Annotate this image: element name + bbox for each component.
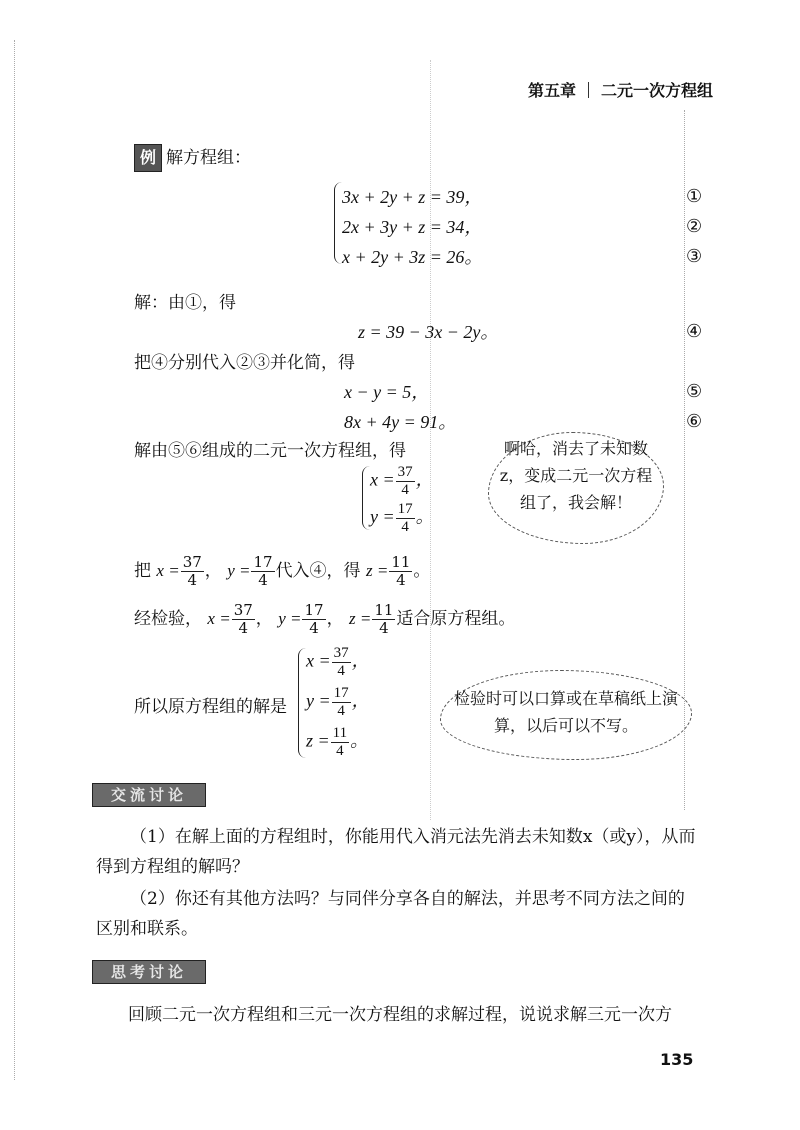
section-label-discussion: 交流讨论 — [92, 783, 206, 807]
substitution-line: 把 x = $\frac{37}{4}$ ， y = $\frac{17}{4}$ 代入④，得 z = $\frac{11}{4}$ 。 — [134, 553, 431, 589]
label-5: ⑤ — [686, 381, 703, 402]
example-prompt-text: 解方程组： — [166, 148, 251, 168]
equation-4: z = 39 − 3x − 2y。 — [358, 322, 499, 342]
example-prompt — [134, 143, 251, 172]
y-solution: y = $\frac{17}{4}$ 。 — [370, 501, 434, 535]
check-line: 经检验， x = $\frac{37}{4}$ ， y = $\frac{17}{4}$ ， z = $\frac{11}{4}$ 适合原方程组。 — [134, 601, 516, 637]
review-text: 回顾二元一次方程组和三元一次方程组的求解过程，说说求解三元一次方 — [128, 1005, 672, 1025]
label-6: ⑥ — [686, 411, 703, 432]
chapter-title: 二元一次方程组 — [601, 81, 714, 100]
thought-bubble-1: 啊哈，消去了未知数z，变成二元一次方程组了，我会解！ — [488, 432, 664, 544]
equation-1: 3x + 2y + z = 39， — [342, 187, 483, 207]
question-2: （2）你还有其他方法吗？与同伴分享各自的解法，并思考不同方法之间的区别和联系。 — [96, 889, 685, 939]
equation-5: x − y = 5， — [344, 382, 430, 402]
label-2: ② — [686, 216, 703, 237]
x-solution: x = $\frac{37}{4}$ ， — [370, 464, 434, 498]
running-header — [528, 78, 713, 101]
final-prefix: 所以原方程组的解是 — [134, 697, 287, 717]
example-icon: 例 — [134, 144, 162, 172]
equation-6: 8x + 4y = 91。 — [344, 412, 457, 432]
header-divider — [588, 82, 589, 98]
left-margin-dots — [14, 40, 15, 1080]
final-y: y = $\frac{17}{4}$ ， — [306, 685, 370, 719]
solution-line-2: 把④分别代入②③并化简，得 — [134, 353, 355, 373]
final-x: x = $\frac{37}{4}$ ， — [306, 645, 370, 679]
label-1: ① — [686, 186, 703, 207]
equation-2: 2x + 3y + z = 34， — [342, 217, 483, 237]
solution-line-3: 解由⑤⑥组成的二元一次方程组，得 — [134, 441, 406, 461]
thought-bubble-2: 检验时可以口算或在草稿纸上演算，以后可以不写。 — [440, 670, 692, 760]
final-z: z = $\frac{11}{4}$ 。 — [306, 725, 369, 759]
section-label-review: 思考讨论 — [92, 960, 206, 984]
label-4: ④ — [686, 321, 703, 342]
label-3: ③ — [686, 246, 703, 267]
equation-3: x + 2y + 3z = 26。 — [342, 247, 483, 267]
page-number: 135 — [660, 1050, 694, 1069]
chapter-label: 第五章 — [528, 81, 577, 100]
center-margin-dots — [430, 60, 431, 820]
question-1: （1）在解上面的方程组时，你能用代入消元法先消去未知数x（或y），从而得到方程组的解吗？ — [96, 827, 696, 877]
solution-line-1: 解：由①，得 — [134, 293, 236, 313]
